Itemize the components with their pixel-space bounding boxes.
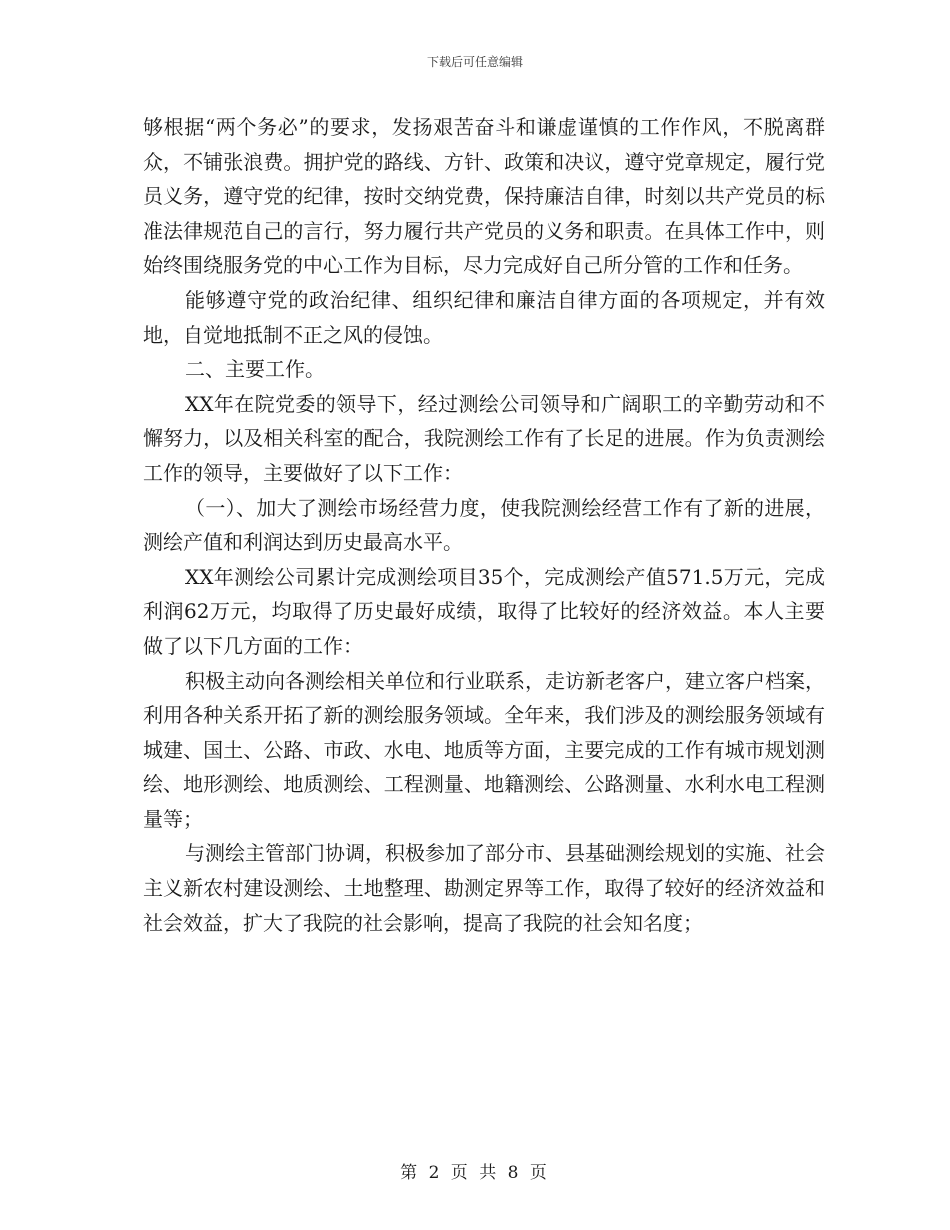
paragraph-coordination: 与测绘主管部门协调，积极参加了部分市、县基础测绘规划的实施、社会主义新农村建设测绘、土地整理、勘测定界等工作，取得了较好的经济效益和社会效益，扩大了我院的社会影响，提高了我院的社会知名度； (143, 841, 825, 935)
paragraph-continuation: 够根据“两个务必”的要求，发扬艰苦奋斗和谦虚谨慎的工作作风，不脱离群众，不铺张浪费。拥护党的路线、方针、政策和决议，遵守党章规定，履行党员义务，遵守党的纪律，按时交纳党费，保持廉洁自律，时刻以共产党员的标准法律规范自己的言行，努力履行共产党员的义务和职责。在具体工作中，则始终围绕服务党的中心工作为目标，尽力完成好自己所分管的工作和任务。 (143, 115, 825, 278)
paragraph-results: XX年测绘公司累计完成测绘项目35个，完成测绘产值571.5万元，完成利润62万元，均取得了历史最好成绩，取得了比较好的经济效益。本人主要做了以下几方面的工作： (143, 564, 825, 658)
document-body (143, 110, 825, 940)
page-number: 第 2 页 共 8 页 (400, 1163, 550, 1183)
page-header: 下载后可任意编辑 (426, 55, 523, 69)
paragraph-clients: 积极主动向各测绘相关单位和行业联系，走访新老客户，建立客户档案，利用各种关系开拓了新的测绘服务领域。全年来，我们涉及的测绘服务领域有城建、国土、公路、市政、水电、地质等方面，主要完成的工作有城市规划测绘、地形测绘、地质测绘、工程测量、地籍测绘、公路测量、水利水电工程测量等； (143, 668, 825, 831)
paragraph-work-intro: XX年在院党委的领导下，经过测绘公司领导和广阔职工的辛勤劳动和不懈努力，以及相关科室的配合，我院测绘工作有了长足的进展。作为负责测绘工作的领导，主要做好了以下工作： (143, 391, 825, 485)
section-heading-main-work: 二、主要工作。 (185, 357, 325, 382)
subheading-market: （一）、加大了测绘市场经营力度，使我院测绘经营工作有了新的进展，测绘产值和利润达到历史最高水平。 (143, 495, 825, 555)
paragraph-discipline: 能够遵守党的政治纪律、组织纪律和廉洁自律方面的各项规定，并有效地，自觉地抵制不正之风的侵蚀。 (143, 287, 825, 347)
